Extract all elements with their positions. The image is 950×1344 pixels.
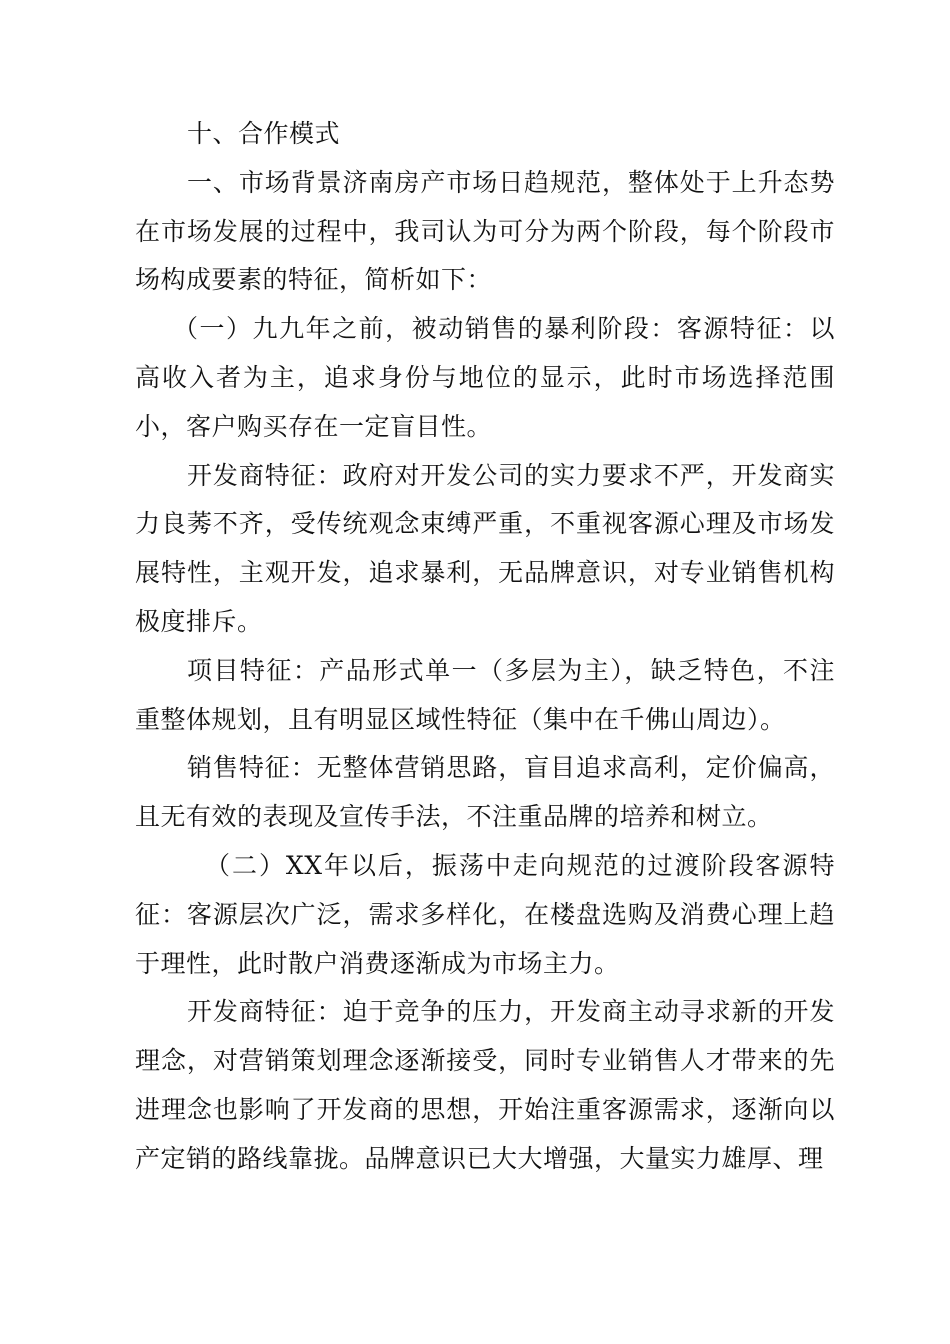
paragraph-developer-features-2: 开发商特征：迫于竞争的压力，开发商主动寻求新的开发理念，对营销策划理念逐渐接受，同时专业销售人才带来的先进理念也影响了开发商的思想，开始注重客源需求，逐渐向以产定销的路线靠拢。品牌意识已大大增强，大量实力雄厚、理	[135, 997, 835, 1173]
paragraph-sales-features: 销售特征：无整体营销思路，盲目追求高利，定价偏高，且无有效的表现及宣传手法，不注重品牌的培养和树立。	[135, 753, 835, 832]
document-body	[135, 110, 835, 1184]
paragraph-project-features: 项目特征：产品形式单一（多层为主），缺乏特色，不注重整体规划，且有明显区域性特征（集中在千佛山周边）。	[135, 655, 835, 734]
section-heading-cooperation-mode: 十、合作模式	[187, 119, 341, 148]
paragraph-stage-two: （二）XX年以后，振荡中走向规范的过渡阶段客源特征：客源层次广泛，需求多样化，在楼盘选购及消费心理上趋于理性，此时散户消费逐渐成为市场主力。	[135, 850, 835, 978]
paragraph-market-background: 一、市场背景济南房产市场日趋规范，整体处于上升态势在市场发展的过程中，我司认为可分为两个阶段，每个阶段市场构成要素的特征，简析如下：	[135, 167, 835, 295]
paragraph-stage-one: （一）九九年之前，被动销售的暴利阶段：客源特征：以高收入者为主，追求身份与地位的显示，此时市场选择范围小，客户购买存在一定盲目性。	[135, 314, 835, 441]
paragraph-developer-features-1: 开发商特征：政府对开发公司的实力要求不严，开发商实力良莠不齐，受传统观念束缚严重，不重视客源心理及市场发展特性，主观开发，追求暴利，无品牌意识，对专业销售机构极度排斥。	[135, 460, 835, 636]
